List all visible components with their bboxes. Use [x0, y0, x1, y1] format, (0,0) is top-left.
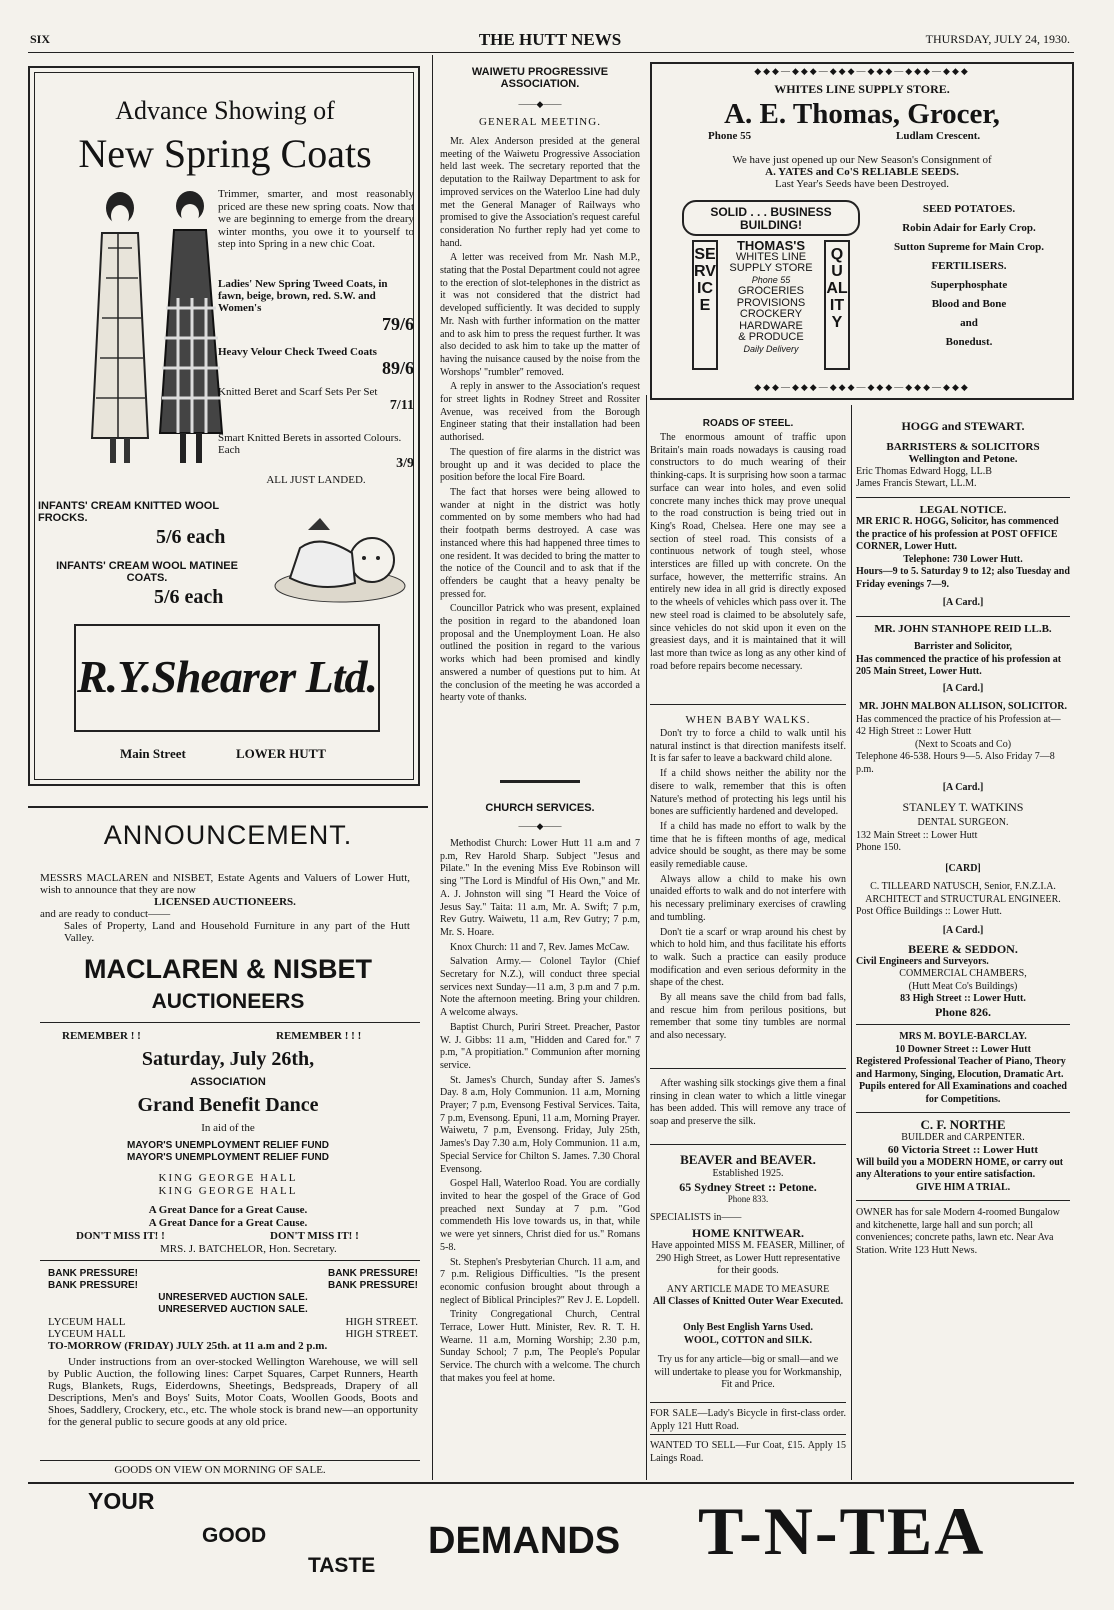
paragraph: St. James's Church, Sunday after S. James's Day. 8 a.m, Holy Communion. 11 a.m, Morning Prayer; 7 p.m, Evensong Festival Services. Taita, 7 p.m, Evensong. Epuni, 11 a.m, Morning Prayer. Waiwetu, 7 p.m, Evensong. Friday, July 25th, James's Day 7.30 a.m, Holy Communion. 11 a.m, Special Service for Chilton S. James. 7.30 Choral Evensong.	[440, 1074, 640, 1175]
natusch-title: C. TILLEARD NATUSCH, Senior, F.N.Z.I.A.	[870, 881, 1056, 892]
issue-date: THURSDAY, JULY 24, 1930.	[925, 32, 1070, 46]
tea-demands: DEMANDS	[428, 1520, 621, 1562]
section-rule	[650, 704, 846, 705]
announcement-text-1: MESSRS MACLAREN and NISBET, Estate Agents and Valuers of Lower Hutt, wish to announce that they are now	[40, 872, 410, 896]
paragraph: Baptist Church, Puriri Street. Preacher, Pastor W. J. Gibbs: 11 a.m, "Hidden and Cared for." 7 p.m, "A propitiation." Communion after morning service.	[440, 1021, 640, 1071]
coats-title-1: Advance Showing of	[115, 96, 335, 125]
column-rule	[851, 405, 852, 1480]
paragraph: After washing silk stockings give them a final rinsing in clean water to which a little vinegar has been added. This will remove any trace of soap and preserve the silk.	[650, 1078, 846, 1128]
church-title: CHURCH SERVICES.	[485, 802, 595, 814]
allison-line: Telephone 46-538. Hours 9—5. Also Friday 7—8 p.m.	[856, 751, 1055, 775]
shop-line: CROCKERY	[739, 308, 803, 320]
grocer-advertisement	[650, 62, 1074, 400]
classified-bicycle: FOR SALE—Lady's Bicycle in first-class order. Apply 121 Hutt Road.	[650, 1408, 846, 1432]
shop-line: PROVISIONS	[736, 296, 806, 309]
beere-line: Phone 826.	[934, 1004, 991, 1019]
seed-line: Blood and Bone	[931, 298, 1007, 310]
section-rule	[28, 1482, 1074, 1484]
beaver-est: Established 1925.	[712, 1168, 784, 1179]
dance-secretary: MRS. J. BATCHELOR, Hon. Secretary.	[160, 1243, 337, 1255]
northe-line: GIVE HIM A TRIAL.	[915, 1181, 1011, 1193]
shop-line: THOMAS'S	[736, 238, 806, 253]
paragraph: Always allow a child to make his own unaided efforts to walk and do not interfere with his necessary preliminary exercises of crawling and tumbling.	[650, 873, 846, 923]
northe-title: C. F. NORTHE	[920, 1117, 1006, 1132]
firm-name: MACLAREN & NISBET	[84, 954, 372, 984]
hall-repeat: KING GEORGE HALL	[158, 1185, 298, 1197]
baby-illustration	[260, 508, 410, 608]
item-label: Knitted Beret and Scarf Sets Per Set	[218, 386, 378, 398]
seed-line: Superphosphate	[930, 279, 1008, 291]
paragraph: Don't try to force a child to walk until his natural instinct is that direction manifests itself. It is far safer to leave a backward child alone.	[650, 728, 846, 765]
paragraph: A reply in answer to the Association's request for street lights in Rodney Street and Rossiter Avenue, was received from the Borough Engineer stating that their installation had been authorised.	[440, 381, 640, 444]
section-rule	[650, 1402, 846, 1403]
unreserved-auction-repeat: UNRESERVED AUCTION SALE.	[158, 1304, 308, 1315]
paragraph: The fact that horses were being allowed to wander at night in the district was hotly commented on by some members who had had their footpath berms destroyed. A case was instanced where this had happened three times to one resident. It was decided to bring the matter to the notice of the Council and to ask that if the offenders be caught that a heavy penalty be pressed for.	[440, 486, 640, 600]
boyle-line: Registered Professional Teacher of Piano, Theory and Harmony, Singing, Elocution, Dramatic Art.	[856, 1056, 1066, 1080]
shop-line: Daily Delivery	[743, 343, 799, 354]
item-price: 3/9	[396, 456, 414, 471]
paragraph: If a child shows neither the ability nor the disere to walk, remember that this is often Nature's method of protecting his legs until his bones are sufficiently hardened and developed.	[650, 768, 846, 818]
card-label: [A Card.]	[942, 924, 984, 936]
card-label: [A Card.]	[942, 597, 984, 608]
lyceum-hall: LYCEUM HALL	[48, 1316, 126, 1328]
beaver-address: 65 Sydney Street :: Petone.	[679, 1180, 817, 1194]
waiwetu-article	[440, 136, 640, 707]
beaver-name: BEAVER and BEAVER.	[680, 1152, 816, 1167]
seed-line: and	[960, 317, 978, 329]
section-rule	[650, 1144, 846, 1145]
watkins-title: STANLEY T. WATKINS	[902, 799, 1024, 814]
item-label: Ladies' New Spring Tweed Coats, in fawn, beige, brown, red. S.W. and Women's	[218, 278, 388, 314]
legal-notice-hours: Hours—9 to 5. Saturday 9 to 12; also Tuesday and Friday evenings 7—9.	[856, 566, 1070, 590]
item-price: 89/6	[381, 358, 414, 378]
end-rule	[500, 780, 580, 783]
section-rule	[650, 1434, 846, 1435]
legal-column	[856, 420, 1070, 1257]
quality-column	[824, 240, 850, 370]
relief-fund: MAYOR'S UNEMPLOYMENT RELIEF FUND	[126, 1140, 330, 1151]
reid-title: MR. JOHN STANHOPE REID LL.B.	[874, 622, 1052, 635]
infants-frocks-price: 5/6 each	[156, 526, 226, 548]
boyle-line: 10 Downer Street :: Lower Hutt	[895, 1043, 1031, 1055]
dance-aid: In aid of the	[201, 1122, 255, 1134]
northe-line: Will build you a MODERN HOME, or carry out any Alterations to your entire satisfaction.	[856, 1156, 1064, 1180]
item-price: 7/11	[389, 398, 414, 413]
boyle-title: MRS M. BOYLE-BARCLAY.	[899, 1031, 1027, 1042]
section-rule	[650, 1068, 846, 1069]
shearer-logo-box	[74, 624, 380, 732]
dance-association: ASSOCIATION	[190, 1076, 266, 1088]
bank-pressure: BANK PRESSURE!	[48, 1268, 139, 1279]
section-rule	[40, 1260, 420, 1261]
remember-1: REMEMBER ! !	[62, 1030, 141, 1042]
hall: KING GEORGE HALL	[158, 1172, 298, 1184]
grocer-line-3: Last Year's Seeds have been Destroyed.	[775, 178, 949, 190]
beaver-specialists: SPECIALISTS in——	[650, 1212, 742, 1223]
baby-article	[650, 728, 846, 1045]
shop-line: SUPPLY STORE	[729, 262, 813, 274]
tea-good: GOOD	[202, 1524, 267, 1547]
watkins-line: 132 Main Street :: Lower Hutt	[856, 829, 978, 841]
paragraph: Methodist Church: Lower Hutt 11 a.m and 7 p.m, Rev Harold Sharp. Subject "Jesus and Pilate." In the evening Miss Eve Robinson will sing "The Lord is Mindful of His Own," and Mr. A. J. Johnston will sing "I Heard the Voice of Jesus Say." Taita: 11 a.m, Mr. A. Swift; 7 p.m, Rev Gutry. Waiwetu, 11 a.m, Rev Gutry; 7 p.m, Mr. S. Hoare.	[440, 838, 640, 938]
beaver-wool: WOOL, COTTON and SILK.	[684, 1335, 812, 1346]
store-name: WHITES LINE SUPPLY STORE.	[774, 82, 950, 96]
infants-coats-price: 5/6 each	[154, 586, 224, 608]
beaver-any: ANY ARTICLE MADE TO MEASURE	[666, 1284, 830, 1295]
auction-when: TO-MORROW (FRIDAY) JULY 25th. at 11 a.m and 2 p.m.	[48, 1340, 328, 1352]
ornament-divider: ——◆——	[518, 99, 562, 109]
paragraph: If a child has made no effort to walk by the time that he is fifteen months of age, medical advice should be sought, as there may be some easily remediable cause.	[650, 820, 846, 871]
section-rule	[40, 1022, 420, 1023]
grocer-address: Ludlam Crescent.	[896, 130, 981, 142]
lyceum-hall-repeat: LYCEUM HALL	[48, 1328, 126, 1340]
section-rule	[40, 1460, 420, 1461]
item-label: Smart Knitted Berets in assorted Colours. Each	[218, 432, 402, 456]
bank-pressure-2: BANK PRESSURE!	[48, 1280, 139, 1291]
grocer-phone: Phone 55	[708, 130, 752, 142]
northe-line: 60 Victoria Street :: Lower Hutt	[887, 1144, 1039, 1156]
reid-line: Has commenced the practice of his profession at 205 Main Street, Lower Hutt.	[856, 653, 1062, 677]
paragraph: Mr. Alex Anderson presided at the general meeting of the Waiwetu Progressive Association held last week. The secretary reported that the deputation to the Railway Department to ask for improved services on the Waterloo Line had duly met the General Manager of Railways who promised to give the Association's request careful consideration No further reply had yet come to hand.	[440, 136, 640, 249]
goods-on-view: GOODS ON VIEW ON MORNING OF SALE.	[114, 1464, 326, 1476]
allison-line: Has commenced the practice of his Profession at—	[856, 713, 1061, 725]
great-cause-repeat: A Great Dance for a Great Cause.	[148, 1217, 308, 1229]
paragraph: Councillor Patrick who was present, explained the position in regard to the abandoned loan proposal and the Unemployment Loan. He also outlined the position in regard to the various works which had been promised and kindly answered a number of questions put to him. At the conclusion of the meeting he was accorded a hearty vote of thanks.	[440, 603, 640, 704]
item-label: Heavy Velour Check Tweed Coats	[218, 346, 377, 358]
hogg-line: James Francis Stewart, LL.M.	[856, 478, 977, 489]
hogg-line: BARRISTERS & SOLICITORS	[886, 440, 1040, 453]
paragraph: Knox Church: 11 and 7, Rev. James McCaw.	[450, 941, 630, 953]
reid-line: Barrister and Solicitor,	[913, 641, 1013, 652]
beaver-try: Try us for any article—big or small—and we will undertake to please you for Workmanship, Fit and Price.	[654, 1354, 842, 1391]
tea-taste: TASTE	[308, 1554, 376, 1577]
silk-tip	[650, 1078, 846, 1131]
announcement-body	[40, 872, 410, 944]
newspaper-title: THE HUTT NEWS	[478, 30, 622, 49]
grocer-name: A. E. Thomas, Grocer,	[724, 98, 1000, 130]
dance-date: Saturday, July 26th,	[141, 1048, 315, 1070]
service-word: SERVICE	[694, 246, 716, 314]
shop-line: WHITES LINE	[735, 250, 807, 263]
card-label: [CARD]	[945, 862, 981, 874]
watkins-line: DENTAL SURGEON.	[917, 817, 1009, 828]
paragraph: Trinity Congregational Church, Central Terrace, Lower Hutt. Minister, Rev. R. T. H. Wearne. 11 a.m, Morning Worship; 2.30 p.m, Sunday School; 7 p.m, The People's Popular Service. The church with a welcome. The church that makes you feel at home.	[440, 1309, 640, 1384]
coats-advertisement	[28, 66, 420, 786]
seed-list	[874, 200, 1064, 352]
beaver-yarns: Only Best English Yarns Used.	[683, 1322, 813, 1333]
watkins-line: Phone 150.	[856, 842, 901, 853]
dance-title: Grand Benefit Dance	[137, 1094, 319, 1116]
bank-pressure-right: BANK PRESSURE!	[327, 1268, 418, 1279]
ornament-divider: ——◆——	[518, 821, 562, 831]
licensed-auctioneers: LICENSED AUCTIONEERS.	[154, 896, 296, 908]
announcement-text-2: and are ready to conduct——	[40, 908, 171, 920]
dont-miss-1: DON'T MISS IT! !	[76, 1230, 165, 1242]
all-just-landed: ALL JUST LANDED.	[266, 474, 366, 486]
allison-line: (Next to Scoats and Co)	[914, 738, 1012, 750]
grocer-line-2: A. YATES and Co'S RELIABLE SEEDS.	[765, 166, 959, 178]
paragraph: A letter was received from Mr. Nash M.P., stating that the Postal Department could not agree to the erection of slot-telephones in the district as it was not considered that the district had developed sufficiently. It was decided to supply Mr. Nash with further information on the matter and to ask him to press the request further. It was also decided to ask him to take up the matter of having the nuisance caused by the noise from the Worshops' "rumbler" removed.	[440, 252, 640, 378]
tea-brand: T-N-TEA	[698, 1493, 986, 1569]
bank-pressure-right-2: BANK PRESSURE!	[327, 1280, 418, 1291]
shop-town: LOWER HUTT	[236, 746, 326, 761]
hogg-line: Eric Thomas Edward Hogg, LL.B	[856, 465, 992, 477]
page-header	[30, 30, 1070, 52]
paragraph: St. Stephen's Presbyterian Church. 11 a.m, and 7 p.m. Religious Difficulties. "Is the present economic confusion brought about through a neglect of Biblical Principles?" Rev J. E. Lopdell.	[440, 1256, 640, 1306]
legal-notice-body: MR ERIC R. HOGG, Solicitor, has commenced the practice of his profession at POST OFFICE CORNER, Lower Hutt.	[856, 516, 1059, 552]
header-rule	[28, 52, 1074, 53]
auction-ad	[48, 1268, 418, 1428]
unreserved-auction: UNRESERVED AUCTION SALE.	[158, 1292, 308, 1303]
coats-intro: Trimmer, smarter, and most reasonably priced are these new spring coats. Now that we are beginning to emerge from the dreary winter months, you owe it to yourself to step into Spring in a new chic Coat.	[218, 188, 414, 250]
northe-line: BUILDER and CARPENTER.	[901, 1131, 1025, 1143]
beere-line: Civil Engineers and Surveyors.	[856, 955, 989, 967]
ornament-border: ◆◆◆—◆◆◆—◆◆◆—◆◆◆—◆◆◆—◆◆◆	[754, 382, 970, 392]
paragraph: By all means save the child from bad falls, and rescue him from perilous positions, but remember that some tiny tumbles are normal and also necessary.	[650, 992, 846, 1042]
coats-item-1	[218, 278, 414, 335]
classified-fur-coat: WANTED TO SELL—Fur Coat, £15. Apply 15 Laings Road.	[650, 1440, 846, 1464]
paragraph: The question of fire alarms in the district was brought up and it was decided to place the position before the local Fire Board.	[440, 446, 640, 484]
high-street: HIGH STREET.	[345, 1316, 418, 1328]
natusch-line: ARCHITECT and STRUCTURAL ENGINEER.	[865, 893, 1061, 905]
business-banner	[682, 200, 860, 236]
auctioneers-label: AUCTIONEERS	[151, 990, 305, 1013]
allison-title: MR. JOHN MALBON ALLISON, SOLICITOR.	[859, 701, 1067, 712]
seed-line: Bonedust.	[945, 336, 993, 348]
beaver-phone: Phone 833.	[727, 1194, 769, 1204]
paragraph: Salvation Army.— Colonel Taylor (Chief Secretary for N.Z.), will conduct three special services next Sunday—11 a.m, 3 p.m and 7 p.m. Note the afternoon meeting. Bring your children. A welcome always.	[440, 956, 640, 1019]
paragraph: Gospel Hall, Waterloo Road. You are cordially invited to hear the gospel of the Grace of God preached next Sunday at 7 p.m. "God commendeth His love towards us, in that, while we were yet sinners, Christ died for us." Romans 5-8.	[440, 1178, 640, 1253]
paragraph: The enormous amount of traffic upon Britain's main roads nowadays is causing road constructors to do much wearing of their thinking-caps. It is surprising how soon a tarmac surface can wear into holes, and even solid concrete many inches thick may prove unequal to the road construction is being tried out in King's Road, Chelsea. Here one may see a section of steel road. This consists of a continuous network of tough steel, whose interstices are filled up with concrete. On the surface, however, the metterrific strains. An entirely new idea in all grid is directly exposed to the wheels of vehicles which pass over it. The new steel road is claimed to be absolutely safe, since vehicles do not skid upon it even on the greasiest days, and it is maintained that it will last more than twice as long as any other kind of road before repairs become necessary.	[650, 432, 846, 672]
hogg-line: Wellington and Petone.	[908, 453, 1018, 465]
announcement-text-3: Sales of Property, Land and Household Furniture in any part of the Hutt Valley.	[64, 920, 410, 944]
shop-sign	[720, 240, 822, 355]
waiwetu-subtitle: GENERAL MEETING.	[479, 116, 601, 128]
shop-line: & PRODUCE	[738, 331, 804, 343]
baby-title: WHEN BABY WALKS.	[685, 714, 811, 726]
coats-illustration	[80, 188, 230, 488]
boyle-line: Pupils entered for All Examinations and coached for Competitions.	[859, 1081, 1067, 1105]
beaver-knitwear: HOME KNITWEAR.	[691, 1226, 804, 1240]
high-street-repeat: HIGH STREET.	[345, 1328, 418, 1340]
roads-title: ROADS OF STEEL.	[702, 418, 794, 429]
church-article	[440, 838, 640, 1388]
beaver-classes: All Classes of Knitted Outer Wear Executed.	[652, 1296, 844, 1307]
legal-notice-title: LEGAL NOTICE.	[919, 503, 1007, 516]
coats-item-2	[218, 346, 414, 379]
dont-miss-2: DON'T MISS IT! !	[270, 1230, 359, 1242]
beere-title: BEERE & SEDDON.	[908, 942, 1018, 956]
announcement-title: ANNOUNCEMENT.	[103, 820, 353, 850]
beaver-body: Have appointed MISS M. FEASER, Milliner, of 290 High Street, as Lower Hutt representative for their goods.	[651, 1240, 845, 1277]
section-rule	[28, 806, 428, 808]
shop-line: Phone 55	[751, 274, 791, 285]
shop-line: GROCERIES	[737, 285, 804, 297]
page-number: SIX	[30, 32, 51, 46]
infants-frocks: INFANTS' CREAM KNITTED WOOL FROCKS.	[38, 500, 219, 524]
remember-2: REMEMBER ! ! !	[276, 1030, 362, 1042]
auction-body: Under instructions from an over-stocked Wellington Warehouse, we will sell by Public Auction, the following lines: Carpet Squares, Carpet Runners, Hearth Rugs, Blankets, Rugs, Eiderdowns, Sheetings, Bedspreads, Drapery of all Descriptions, Men's and Boys' Suits, Motor Coats, Woollen Goods, Boots and Shoes, Saddlery, Crockery, etc., etc. The whole stock is brand new—an opportunity for the general public to secure goods at any old price.	[48, 1356, 418, 1428]
shop-street: Main Street	[120, 746, 186, 761]
ornament-border: ◆◆◆—◆◆◆—◆◆◆—◆◆◆—◆◆◆—◆◆◆	[754, 66, 970, 76]
grocer-line-1: We have just opened up our New Season's Consignment of	[732, 154, 992, 166]
hogg-title: HOGG and STEWART.	[901, 419, 1025, 433]
seed-line: SEED POTATOES.	[922, 203, 1016, 215]
banner-text: SOLID . . . BUSINESS BUILDING!	[710, 205, 832, 232]
seed-line: Robin Adair for Early Crop.	[902, 222, 1036, 234]
infants-coats: INFANTS' CREAM WOOL MATINEE COATS.	[56, 560, 238, 584]
natusch-line: Post Office Buildings :: Lower Hutt.	[856, 906, 1002, 917]
tea-your: YOUR	[88, 1488, 155, 1514]
card-label: [A Card.]	[942, 782, 984, 793]
waiwetu-title: WAIWETU PROGRESSIVE ASSOCIATION.	[471, 66, 609, 90]
quality-word: QUALITY	[826, 246, 848, 331]
seed-line: FERTILISERS.	[931, 260, 1007, 272]
column-rule	[646, 395, 647, 1480]
column-rule	[432, 55, 433, 1480]
great-cause: A Great Dance for a Great Cause.	[148, 1204, 308, 1216]
roads-article	[650, 432, 846, 675]
beere-line: 83 High Street :: Lower Hutt.	[900, 993, 1026, 1004]
coats-title-2: New Spring Coats	[78, 131, 372, 176]
shearer-logo: R.Y.Shearer Ltd.	[76, 651, 378, 702]
allison-line: 42 High Street :: Lower Hutt	[856, 726, 972, 737]
coats-item-3	[218, 386, 414, 414]
owner-classified: OWNER has for sale Modern 4-roomed Bungalow and kitchenette, large hall and sun porch; all conveniences; concrete paths, lawn etc. Near Ava Station. Write 123 Hutt News.	[856, 1207, 1060, 1256]
beere-line: COMMERCIAL CHAMBERS,	[899, 968, 1027, 979]
relief-fund-repeat: MAYOR'S UNEMPLOYMENT RELIEF FUND	[126, 1152, 330, 1163]
shop-line: HARDWARE	[739, 319, 803, 332]
service-column	[692, 240, 718, 370]
coats-item-4	[218, 432, 414, 472]
seed-line: Sutton Supreme for Main Crop.	[893, 241, 1045, 253]
beere-line: (Hutt Meat Co's Buildings)	[908, 980, 1018, 992]
paragraph: Don't tie a scarf or wrap around his chest by which to hold him, and thus facilitate his efforts to walk. Such a practice can easily produce modification and even serious deformity in the shape of the chest.	[650, 926, 846, 989]
legal-notice-tel: Telephone: 730 Lower Hutt.	[903, 553, 1023, 565]
card-label: [A Card.]	[942, 682, 984, 694]
item-price: 79/6	[381, 314, 414, 334]
